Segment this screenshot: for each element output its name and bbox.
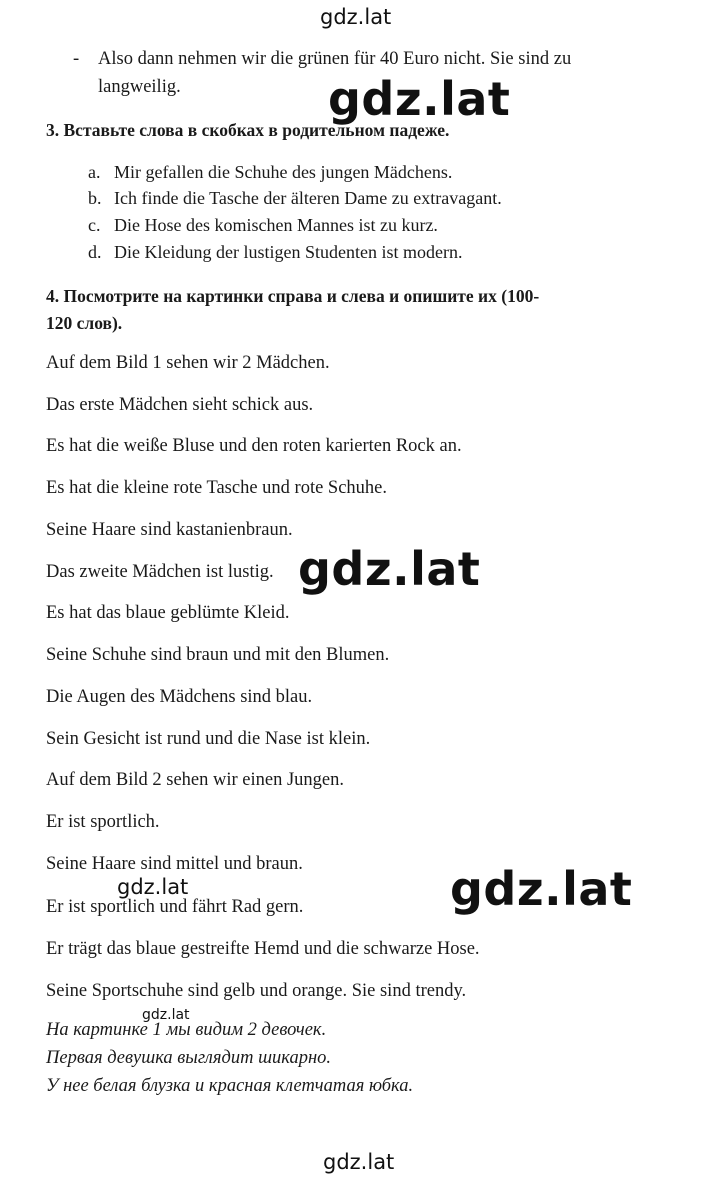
intro-line-1: Also dann nehmen wir die grünen für 40 Euro nicht. Sie sind zu: [98, 49, 572, 69]
task3-item-c: [88, 215, 438, 236]
sentence-3: Es hat die weiße Bluse und den roten karierten Rock an.: [46, 436, 462, 456]
list-item-text: Ich finde die Tasche der älteren Dame zu extravagant.: [114, 188, 502, 208]
sentence-9: Die Augen des Mädchens sind blau.: [46, 687, 313, 707]
watermark-top: gdz.lat: [320, 5, 392, 29]
watermark-tiny: gdz.lat: [142, 1007, 190, 1023]
sentence-14: Er ist sportlich und fährt Rad gern.: [46, 897, 304, 917]
list-item-text: Die Kleidung der lustigen Studenten ist modern.: [114, 242, 463, 262]
sentence-13: Seine Haare sind mittel und braun.: [46, 854, 303, 874]
task3-item-d: [88, 242, 462, 263]
sentence-16: Seine Sportschuhe sind gelb und orange. Sie sind trendy.: [46, 981, 467, 1001]
sentence-5: Seine Haare sind kastanienbraun.: [46, 520, 293, 540]
watermark-middle-big: gdz.lat: [298, 542, 481, 596]
sentence-2: Das erste Mädchen sieht schick aus.: [46, 395, 314, 415]
task4-heading-line-2: 120 слов).: [46, 313, 123, 333]
translation-line-3: У нее белая блузка и красная клетчатая юбка.: [46, 1076, 414, 1096]
sentence-11: Auf dem Bild 2 sehen wir einen Jungen.: [46, 770, 344, 790]
task3-item-a: [88, 162, 452, 183]
list-marker: b.: [88, 188, 102, 208]
translation-line-1: На картинке 1 мы видим 2 девочек.: [46, 1020, 327, 1040]
list-marker: d.: [88, 242, 102, 262]
sentence-6: Das zweite Mädchen ist lustig.: [46, 562, 274, 582]
task3-heading: 3. Вставьте слова в скобках в родительном падеже.: [46, 120, 450, 140]
list-item-text: Die Hose des komischen Mannes ist zu kurz.: [114, 215, 438, 235]
sentence-7: Es hat das blaue geblümte Kleid.: [46, 603, 290, 623]
sentence-10: Sein Gesicht ist rund und die Nase ist klein.: [46, 729, 371, 749]
watermark-left-small: gdz.lat: [117, 875, 189, 899]
dash-marker: -: [73, 49, 80, 69]
watermark-bottom: gdz.lat: [323, 1150, 395, 1174]
sentence-15: Er trägt das blaue gestreifte Hemd und die schwarze Hose.: [46, 939, 480, 959]
task3-item-b: [88, 188, 502, 209]
sentence-8: Seine Schuhe sind braun und mit den Blumen.: [46, 645, 390, 665]
translation-line-2: Первая девушка выглядит шикарно.: [46, 1048, 332, 1068]
watermark-right-big: gdz.lat: [450, 862, 633, 916]
task4-heading-line-1: 4. Посмотрите на картинки справа и слева и опишите их (100-: [46, 286, 540, 306]
list-item-text: Mir gefallen die Schuhe des jungen Mädchens.: [114, 162, 453, 182]
sentence-1: Auf dem Bild 1 sehen wir 2 Mädchen.: [46, 353, 330, 373]
list-marker: a.: [88, 162, 101, 182]
watermark-upper-big: gdz.lat: [328, 72, 511, 126]
intro-line-2: langweilig.: [98, 77, 181, 97]
list-marker: c.: [88, 215, 101, 235]
sentence-4: Es hat die kleine rote Tasche und rote Schuhe.: [46, 478, 388, 498]
sentence-12: Er ist sportlich.: [46, 812, 160, 832]
